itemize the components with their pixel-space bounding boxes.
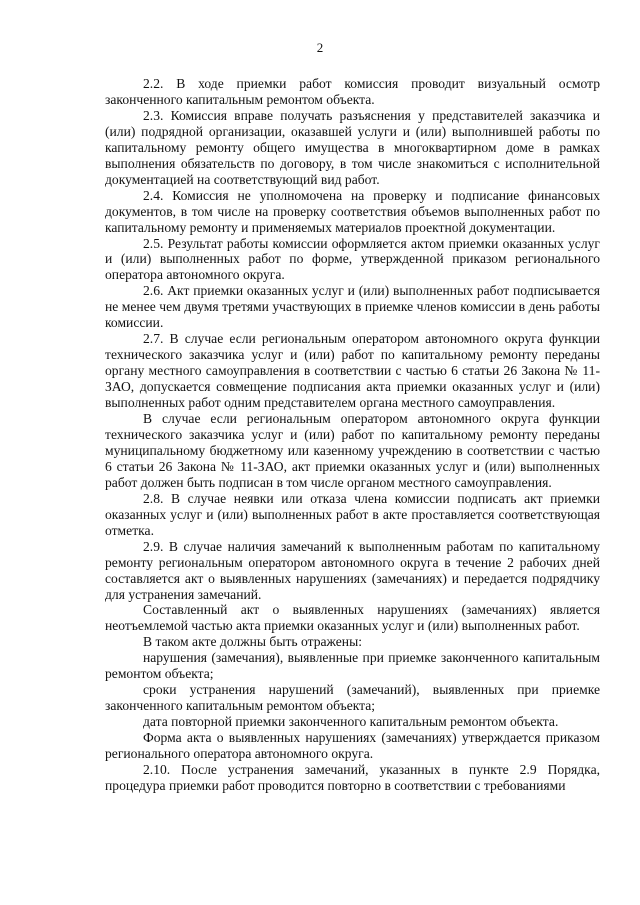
paragraph-act-form: Форма акта о выявленных нарушениях (замечаниях) утверждается приказом регионального оператора автономного округа. bbox=[105, 730, 600, 762]
paragraph-2-9: 2.9. В случае наличия замечаний к выполненным работам по капитальному ремонту региональным оператором автономного округа в течение 2 рабочих дней составляется акт о выявленных нарушениях (замечаниях) и передается подрядчику для устранения замечаний. bbox=[105, 538, 600, 602]
paragraph-2-7-continued: В случае если региональным оператором автономного округа функции технического заказчика услуг и (или) работ по капитальному ремонту переданы муниципальному бюджетному или казенному учреждению в соответствии с частью 6 статьи 26 Закона № 11-ЗАО, акт приемки оказанных услуг и (или) выполненных работ должен быть подписан в том числе органом местного самоуправления. bbox=[105, 411, 600, 490]
paragraph-2-3: 2.3. Комиссия вправе получать разъяснения у представителей заказчика и (или) подрядной организации, оказавшей услуги и (или) выполнившей работы по капитальному ремонту общего имущества в многоквартирном доме в рамках выполнения обязательств по договору, в том числе знакомиться с исполнительной документацией на соответствующий вид работ. bbox=[105, 107, 600, 187]
paragraph-2-5: 2.5. Результат работы комиссии оформляется актом приемки оказанных услуг и (или) выполненных работ по форме, утвержденной приказом регионального оператора автономного округа. bbox=[105, 235, 600, 283]
paragraph-list-intro: В таком акте должны быть отражены: bbox=[143, 634, 362, 650]
list-item-violations: нарушения (замечания), выявленные при приемке законченного капитальным ремонтом объекта; bbox=[105, 650, 600, 682]
paragraph-2-8: 2.8. В случае неявки или отказа члена комиссии подписать акт приемки оказанных услуг и (или) выполненных работ в акте проставляется соответствующая отметка. bbox=[105, 490, 600, 538]
paragraph-2-6: 2.6. Акт приемки оказанных услуг и (или) выполненных работ подписывается не менее чем двумя третями участвующих в приемке членов комиссии в день работы комиссии. bbox=[105, 283, 600, 331]
paragraph-2-2: 2.2. В ходе приемки работ комиссия проводит визуальный осмотр законченного капитальным ремонтом объекта. bbox=[105, 76, 600, 107]
list-item-deadlines: сроки устранения нарушений (замечаний), выявленных при приемке законченного капитальным ремонтом объекта; bbox=[105, 682, 600, 714]
document-body bbox=[105, 76, 600, 794]
paragraph-2-9-act: Составленный акт о выявленных нарушениях (замечаниях) является неотъемлемой частью акта приемки оказанных услуг и (или) выполненных работ. bbox=[105, 602, 600, 634]
paragraph-2-10: 2.10. После устранения замечаний, указанных в пункте 2.9 Порядка, процедура приемки работ проводится повторно в соответствии с требованиями bbox=[105, 761, 600, 793]
list-item-reinspection-date: дата повторной приемки законченного капитальным ремонтом объекта. bbox=[143, 714, 559, 730]
paragraph-2-4: 2.4. Комиссия не уполномочена на проверку и подписание финансовых документов, в том числе на проверку соответствия объемов выполненных работ по капитальному ремонту и применяемых материалов проектной документации. bbox=[105, 187, 600, 235]
paragraph-2-7: 2.7. В случае если региональным оператором автономного округа функции технического заказчика услуг и (или) работ по капитальному ремонту переданы органу местного самоуправления в соответствии с частью 6 статьи 26 Закона № 11-ЗАО, допускается совмещение подписания акта приемки оказанных услуг и (или) выполненных работ одним представителем органа местного самоуправления. bbox=[105, 331, 600, 411]
page-number: 2 bbox=[316, 40, 324, 55]
